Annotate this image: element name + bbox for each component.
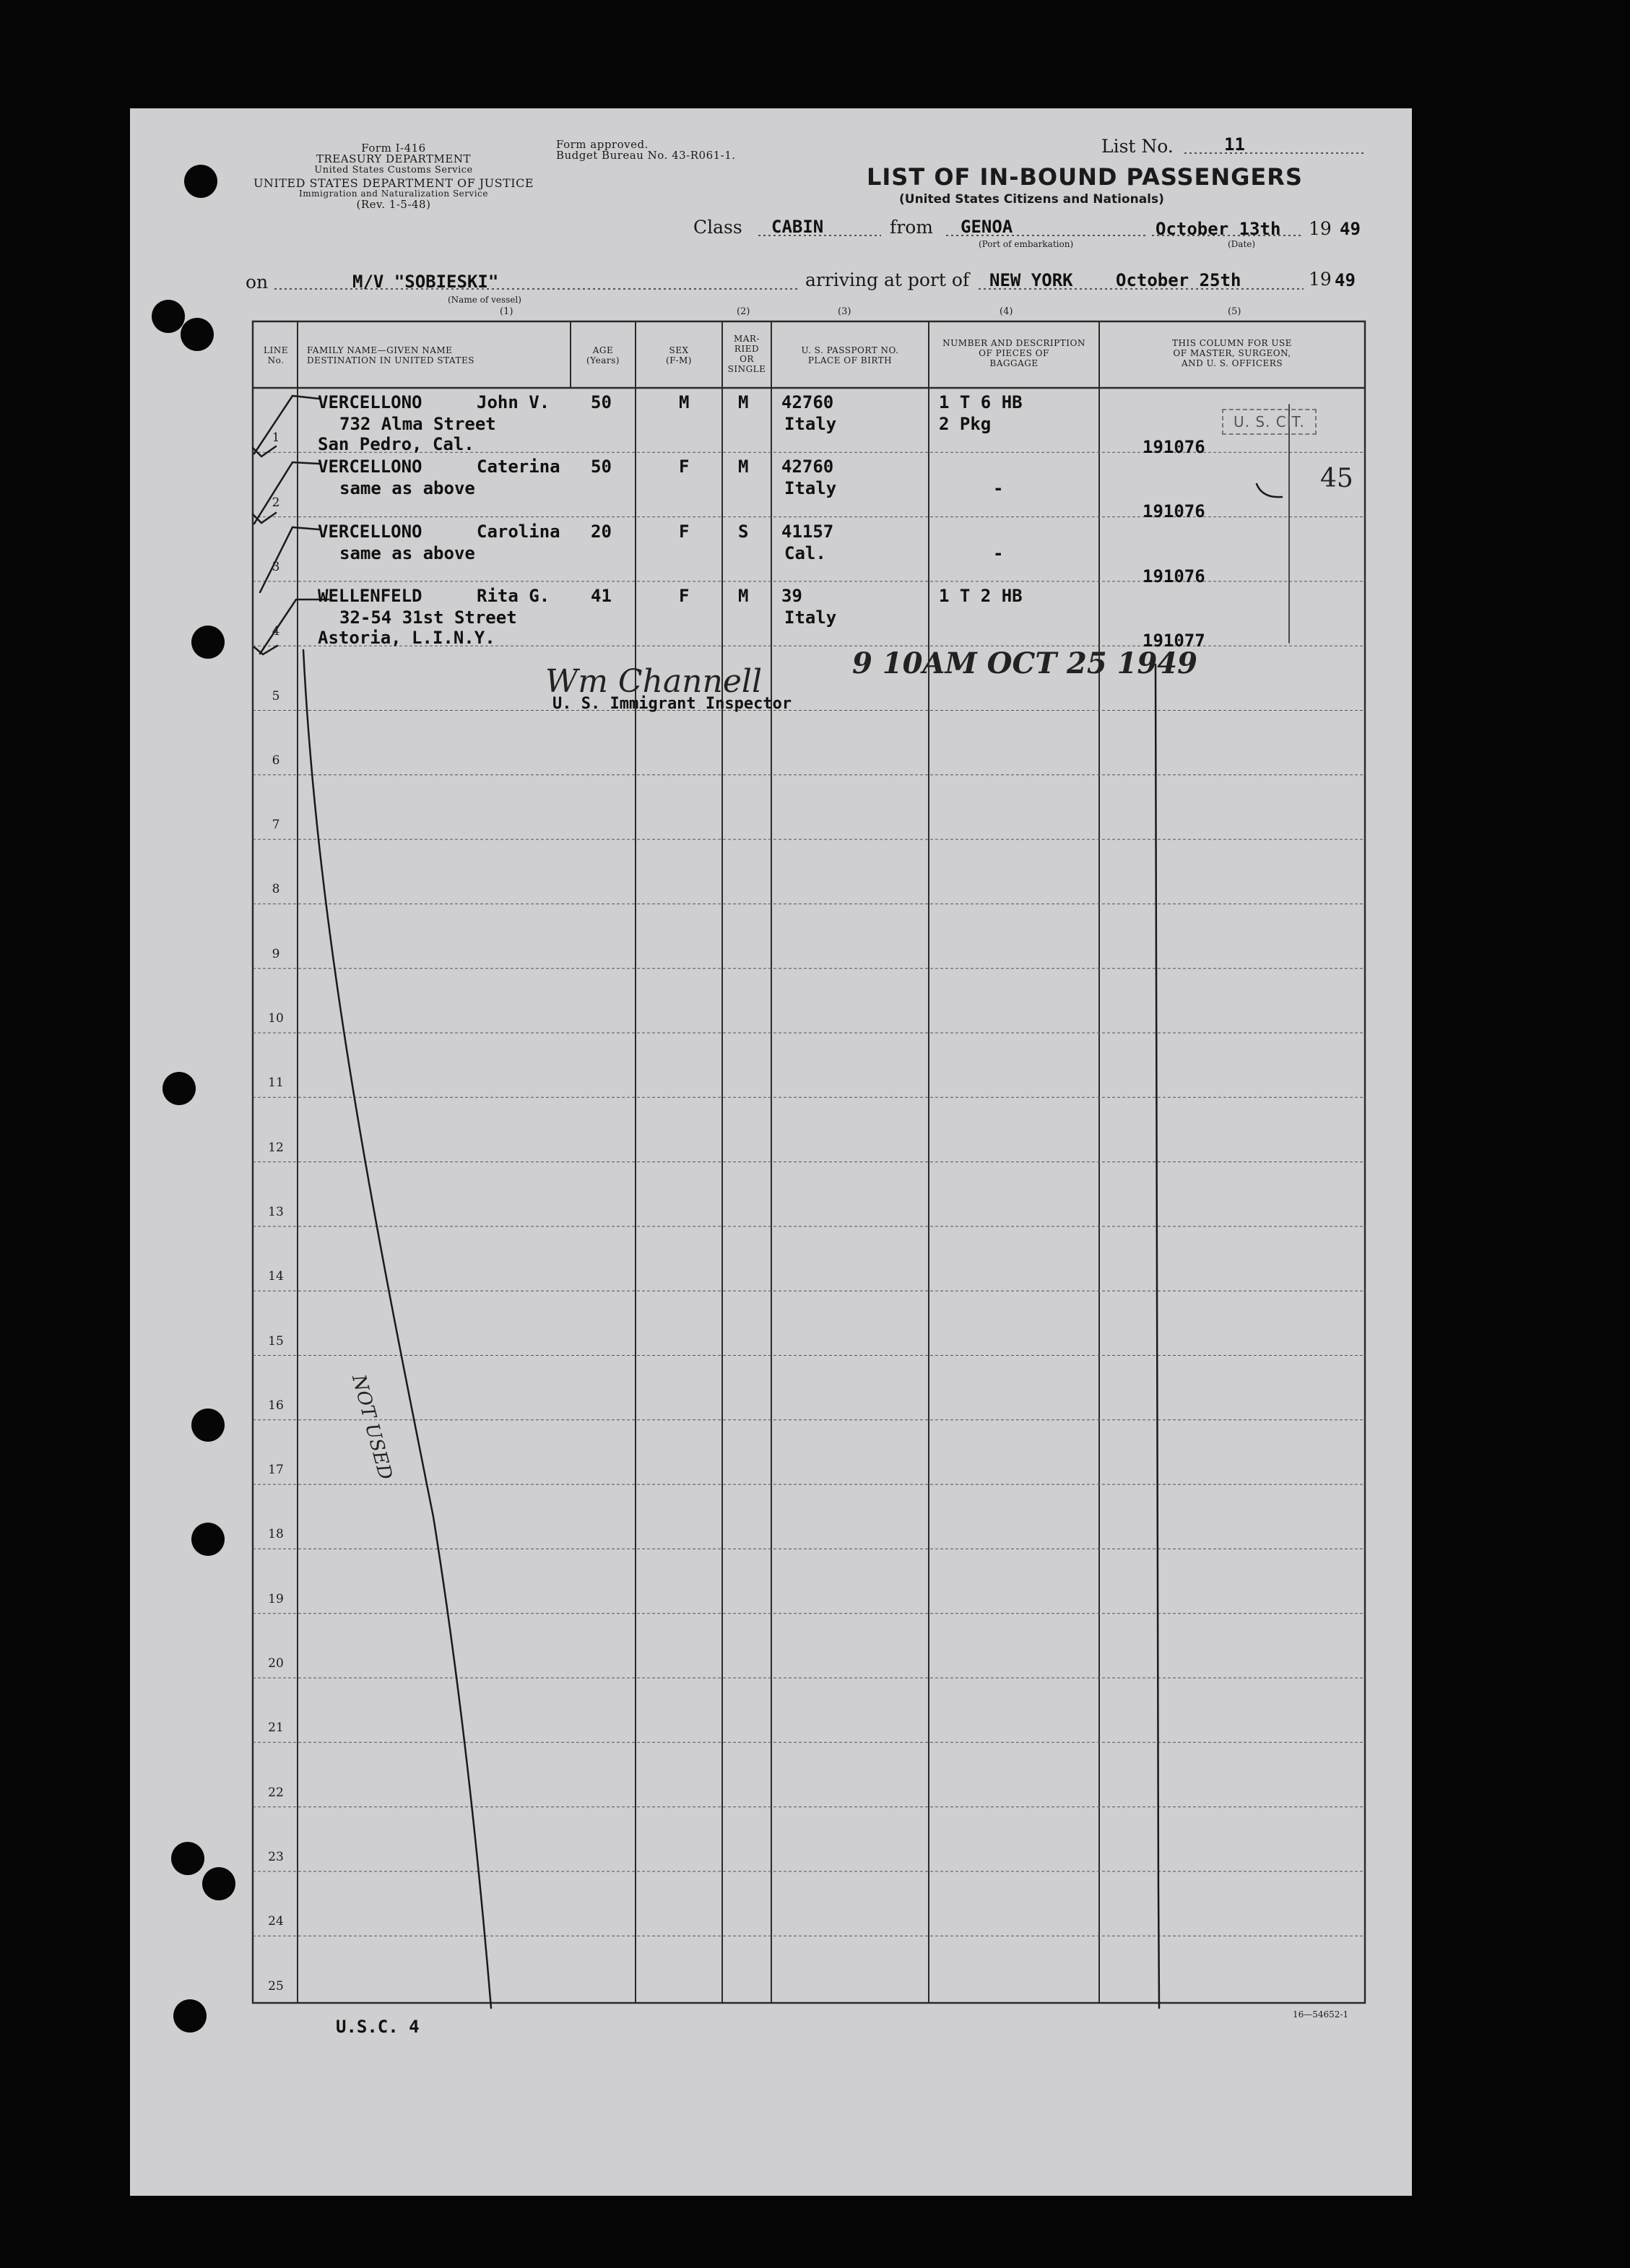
column-number: (1) (500, 306, 513, 317)
line-number: 9 (272, 946, 280, 961)
line-number: 8 (272, 882, 280, 897)
passenger-given-name: Caterina (477, 456, 560, 477)
line-number: 16 (268, 1398, 284, 1413)
page-title: LIST OF IN-BOUND PASSENGERS (867, 163, 1303, 191)
officer-entry: 191076 (1143, 566, 1205, 587)
passenger-given-name: John V. (477, 392, 550, 412)
form-number: Form I-416 (361, 142, 426, 155)
passenger-birthplace: Italy (784, 478, 837, 499)
line-number: 12 (268, 1140, 284, 1155)
footer-right: 16—54652-1 (1293, 2009, 1349, 2020)
col-header-sex: SEX (F-M) (666, 345, 692, 365)
vessel-caption: (Name of vessel) (448, 295, 521, 305)
passenger-baggage: - (993, 478, 1004, 499)
line-number: 21 (268, 1721, 284, 1736)
budget-bureau: Budget Bureau No. 43-R061-1. (556, 149, 736, 162)
passenger-marital-status: M (738, 456, 749, 477)
passenger-surname: VERCELLONO (318, 456, 422, 477)
passenger-passport-no: 42760 (781, 392, 834, 412)
not-used-line-right (1156, 665, 1159, 2008)
customs-service: United States Customs Service (314, 165, 473, 176)
col-header-baggage: NUMBER AND DESCRIPTION OF PIECES OF BAGGAGE (942, 338, 1085, 368)
passenger-address: Astoria, L.I.N.Y. (318, 627, 495, 648)
passenger-address: 32-54 31st Street (339, 607, 517, 628)
inspector-title: U. S. Immigrant Inspector (552, 695, 792, 713)
line-number: 4 (272, 624, 280, 639)
passenger-sex: F (679, 456, 690, 477)
passenger-passport-no: 41157 (781, 521, 834, 542)
column-number: (5) (1228, 306, 1241, 317)
col-header-age: AGE (Years) (586, 345, 620, 365)
officer-entry: 191076 (1143, 437, 1205, 457)
line-number: 20 (268, 1656, 284, 1671)
line-number: 7 (272, 818, 280, 833)
line-number: 3 (272, 559, 280, 574)
passenger-birthplace: Italy (784, 414, 837, 434)
col-header-passport: U. S. PASSPORT NO. PLACE OF BIRTH (801, 345, 899, 365)
line-number: 6 (272, 753, 280, 768)
revision-date: (Rev. 1-5-48) (356, 198, 431, 211)
col-header-name: FAMILY NAME—GIVEN NAME DESTINATION IN UNITED STATES (307, 345, 474, 365)
passenger-age: 50 (591, 456, 612, 477)
port-of-embarkation: GENOA (961, 217, 1013, 237)
passenger-birthplace: Italy (784, 607, 837, 628)
port-caption: (Port of embarkation) (979, 239, 1074, 249)
departure-date: October 13th (1156, 219, 1281, 239)
officer-entry: 191077 (1143, 630, 1205, 651)
line-number: 24 (268, 1914, 284, 1929)
departure-year: 49 (1340, 219, 1361, 239)
passenger-sex: M (679, 392, 690, 412)
passenger-sex: F (679, 521, 690, 542)
passenger-age: 50 (591, 392, 612, 412)
passenger-given-name: Rita G. (477, 585, 550, 606)
arrival-date: October 25th (1116, 270, 1241, 290)
passenger-address: 732 Alma Street (339, 414, 496, 434)
us-citizen-stamp: U. S. CIT. (1222, 409, 1317, 435)
officer-entry: 191076 (1143, 501, 1205, 522)
line-number: 2 (272, 495, 280, 510)
passenger-marital-status: M (738, 585, 749, 606)
passenger-passport-no: 42760 (781, 456, 834, 477)
page-subtitle: (United States Citizens and Nationals) (899, 192, 1164, 207)
line-number: 18 (268, 1527, 284, 1542)
passenger-given-name: Carolina (477, 521, 560, 542)
list-no-label: List No. (1101, 136, 1174, 157)
class-label: Class (693, 217, 742, 238)
column-number: (2) (737, 306, 750, 317)
passenger-baggage: 1 T 2 HB (939, 585, 1023, 606)
not-used-line (303, 650, 491, 2008)
column-number: (3) (838, 306, 851, 317)
passenger-surname: VERCELLONO (318, 521, 422, 542)
passenger-passport-no: 39 (781, 585, 802, 606)
line-number: 11 (268, 1075, 284, 1091)
line-number: 17 (268, 1463, 284, 1478)
passenger-surname: WELLENFELD (318, 585, 422, 606)
passenger-address: same as above (339, 542, 475, 563)
col-header-married: MAR- RIED OR SINGLE (727, 334, 766, 374)
col-header-officers: THIS COLUMN FOR USE OF MASTER, SURGEON, AND U. S. OFFICERS (1172, 338, 1292, 368)
column-number: (4) (1000, 306, 1013, 317)
line-number: 25 (268, 1978, 284, 1994)
list-no-value: 11 (1224, 134, 1245, 155)
passenger-age: 20 (591, 521, 612, 542)
line-number: 19 (268, 1591, 284, 1606)
col-header-line: LINE No. (264, 345, 288, 365)
arriving-label: arriving at port of (805, 269, 970, 290)
ins-service: Immigration and Naturalization Service (299, 189, 488, 199)
treasury-department: TREASURY DEPARTMENT (316, 152, 471, 165)
date-caption: (Date) (1228, 239, 1256, 249)
arrival-year: 49 (1335, 270, 1356, 290)
passenger-address: same as above (339, 478, 475, 499)
footer-left: U.S.C. 4 (336, 2017, 420, 2037)
passenger-age: 41 (591, 585, 612, 606)
vessel-name: M/V "SOBIESKI" (352, 272, 499, 292)
department-of-justice: UNITED STATES DEPARTMENT OF JUSTICE (253, 176, 534, 190)
line-number: 22 (268, 1785, 284, 1800)
line-number: 15 (268, 1333, 284, 1349)
passenger-sex: F (679, 585, 690, 606)
passenger-baggage: - (993, 542, 1004, 563)
form-approved: Form approved. (556, 138, 649, 151)
line-number: 1 (272, 430, 280, 446)
passenger-marital-status: M (738, 392, 749, 412)
line-number: 13 (268, 1204, 284, 1219)
margin-note: 45 (1320, 464, 1353, 493)
from-label: from (890, 217, 933, 238)
not-used-note: NOT USED (347, 1372, 396, 1482)
passenger-address: San Pedro, Cal. (318, 434, 474, 454)
passenger-baggage: 2 Pkg (939, 414, 992, 434)
line-number: 5 (272, 688, 280, 704)
line-number: 14 (268, 1269, 284, 1284)
line-number: 10 (268, 1011, 284, 1026)
arrival-century: 19 (1309, 269, 1332, 290)
passenger-birthplace: Cal. (784, 542, 826, 563)
passenger-baggage: 1 T 6 HB (939, 392, 1023, 412)
arrival-port: NEW YORK (989, 270, 1073, 290)
passenger-surname: VERCELLONO (318, 392, 422, 412)
passenger-marital-status: S (738, 521, 749, 542)
on-label: on (246, 272, 269, 293)
inspection-stamp: 9 10AM OCT 25 1949 (852, 646, 1197, 680)
inspector-signature: Wm Channell (545, 663, 763, 700)
departure-century: 19 (1309, 218, 1332, 239)
class-value: CABIN (771, 217, 824, 237)
line-number: 23 (268, 1849, 284, 1864)
